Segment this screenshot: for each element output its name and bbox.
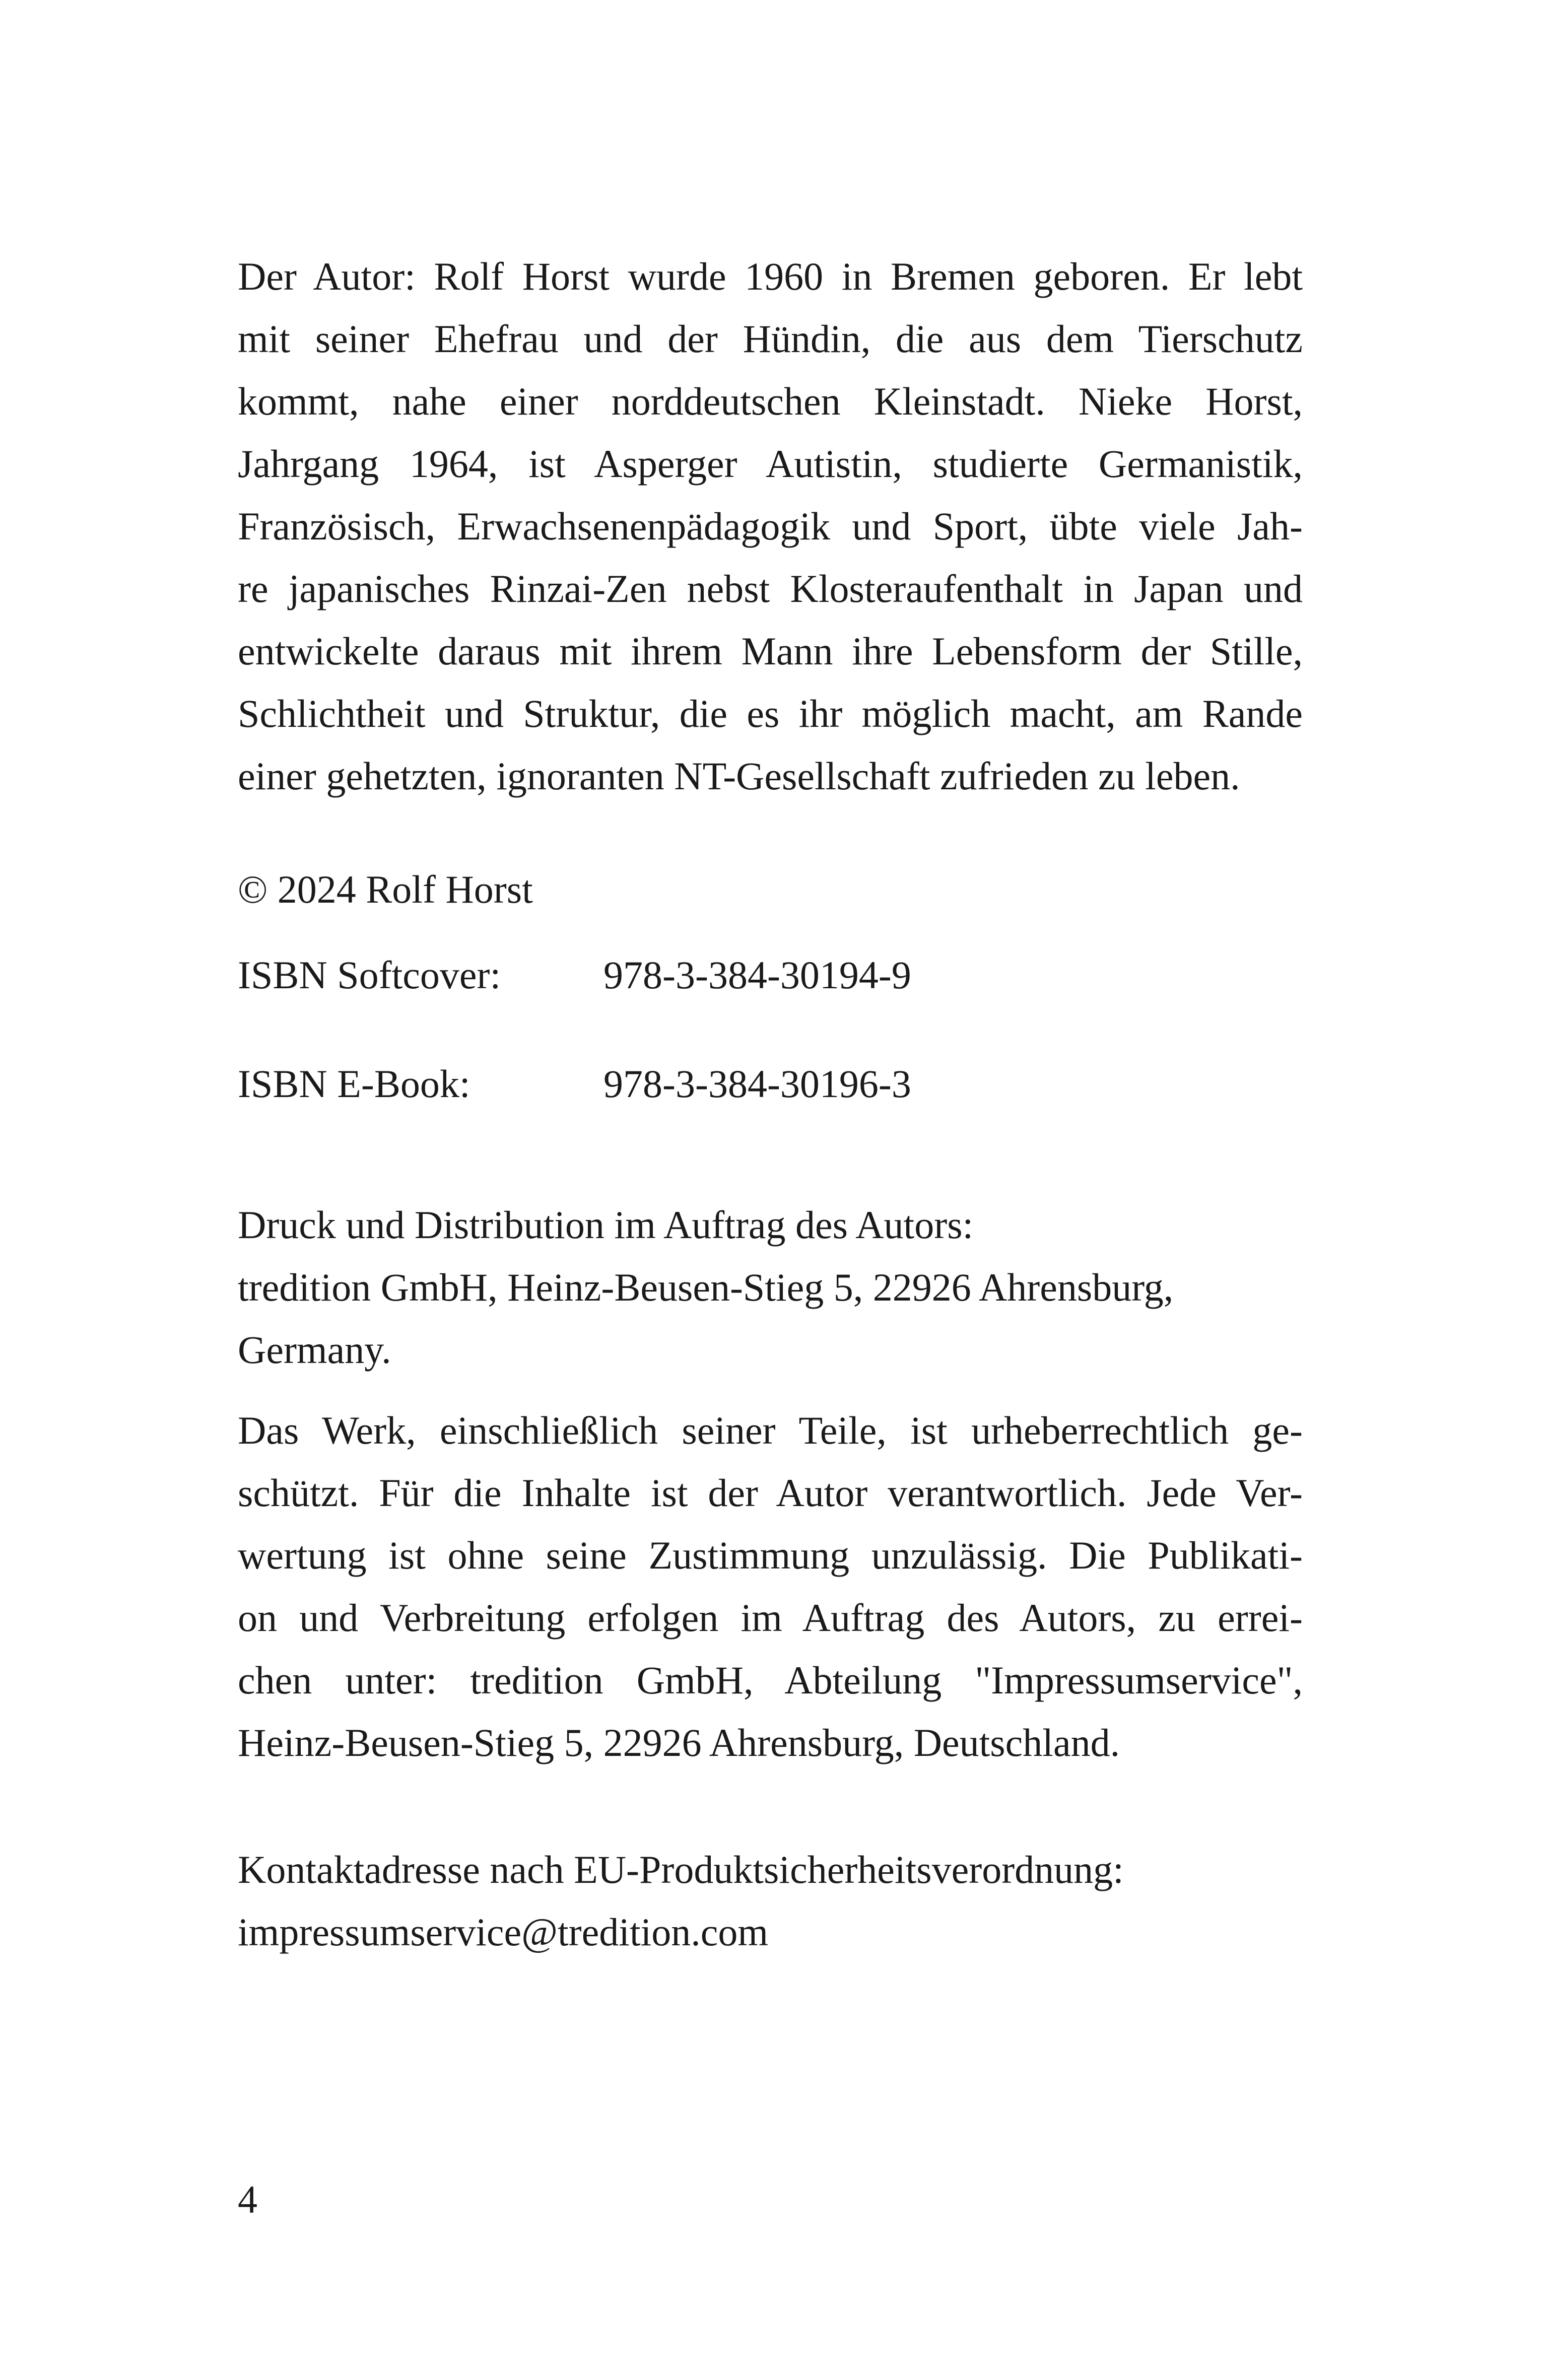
contact-email: impressumservice@tredition.com — [238, 1910, 769, 1954]
author-bio-line: einer gehetzten, ignoranten NT-Gesellschaft zufrieden zu leben. — [238, 754, 1240, 798]
isbn-softcover-value: 978-3-384-30194-9 — [603, 953, 911, 997]
distribution-line: Germany. — [238, 1328, 391, 1372]
distribution-line: Druck und Distribution im Auftrag des Autors: — [238, 1203, 974, 1247]
isbn-softcover-label: ISBN Softcover: — [238, 953, 501, 997]
legal-notice-paragraph — [238, 1399, 1303, 1774]
legal-notice-line: chen unter: tredition GmbH, Abteilung "Impressumservice", — [238, 1658, 1303, 1702]
author-bio-paragraph — [238, 245, 1303, 807]
author-bio-line: entwickelte daraus mit ihrem Mann ihre Lebensform der Stille, — [238, 629, 1303, 673]
author-bio-line: mit seiner Ehefrau und der Hündin, die aus dem Tierschutz — [238, 317, 1303, 361]
isbn-ebook-value: 978-3-384-30196-3 — [603, 1062, 911, 1106]
author-bio-line: Schlichtheit und Struktur, die es ihr möglich macht, am Rande — [238, 692, 1303, 735]
copyright-notice — [238, 858, 1303, 921]
legal-notice-line: schützt. Für die Inhalte ist der Autor verantwortlich. Jede Ver- — [238, 1471, 1303, 1515]
page-number: 4 — [238, 2178, 257, 2221]
contact-label: Kontaktadresse nach EU-Produktsicherheitsverordnung: — [238, 1848, 1124, 1891]
distribution-paragraph — [238, 1194, 1303, 1381]
isbn-ebook-label: ISBN E-Book: — [238, 1062, 470, 1106]
legal-notice-line: Das Werk, einschließlich seiner Teile, ist urheberrechtlich ge- — [238, 1408, 1303, 1452]
legal-notice-line: Heinz-Beusen-Stieg 5, 22926 Ahrensburg, Deutschland. — [238, 1721, 1120, 1764]
author-bio-line: re japanisches Rinzai-Zen nebst Klosteraufenthalt in Japan und — [238, 567, 1303, 610]
author-bio-line: Französisch, Erwachsenenpädagogik und Sport, übte viele Jah- — [238, 504, 1303, 548]
author-bio-line: kommt, nahe einer norddeutschen Kleinstadt. Nieke Horst, — [238, 379, 1303, 423]
legal-notice-line: on und Verbreitung erfolgen im Auftrag des Autors, zu errei- — [238, 1596, 1303, 1640]
isbn-ebook-row — [238, 1053, 911, 1115]
isbn-softcover-row — [238, 944, 911, 1006]
legal-notice-line: wertung ist ohne seine Zustimmung unzulässig. Die Publikati- — [238, 1533, 1303, 1577]
author-bio-line: Jahrgang 1964, ist Asperger Autistin, studierte Germanistik, — [238, 442, 1303, 486]
copyright-text: © 2024 Rolf Horst — [238, 867, 533, 911]
contact-paragraph — [238, 1839, 1303, 1963]
distribution-line: tredition GmbH, Heinz-Beusen-Stieg 5, 22926 Ahrensburg, — [238, 1265, 1174, 1309]
author-bio-line: Der Autor: Rolf Horst wurde 1960 in Bremen geboren. Er lebt — [238, 254, 1303, 298]
